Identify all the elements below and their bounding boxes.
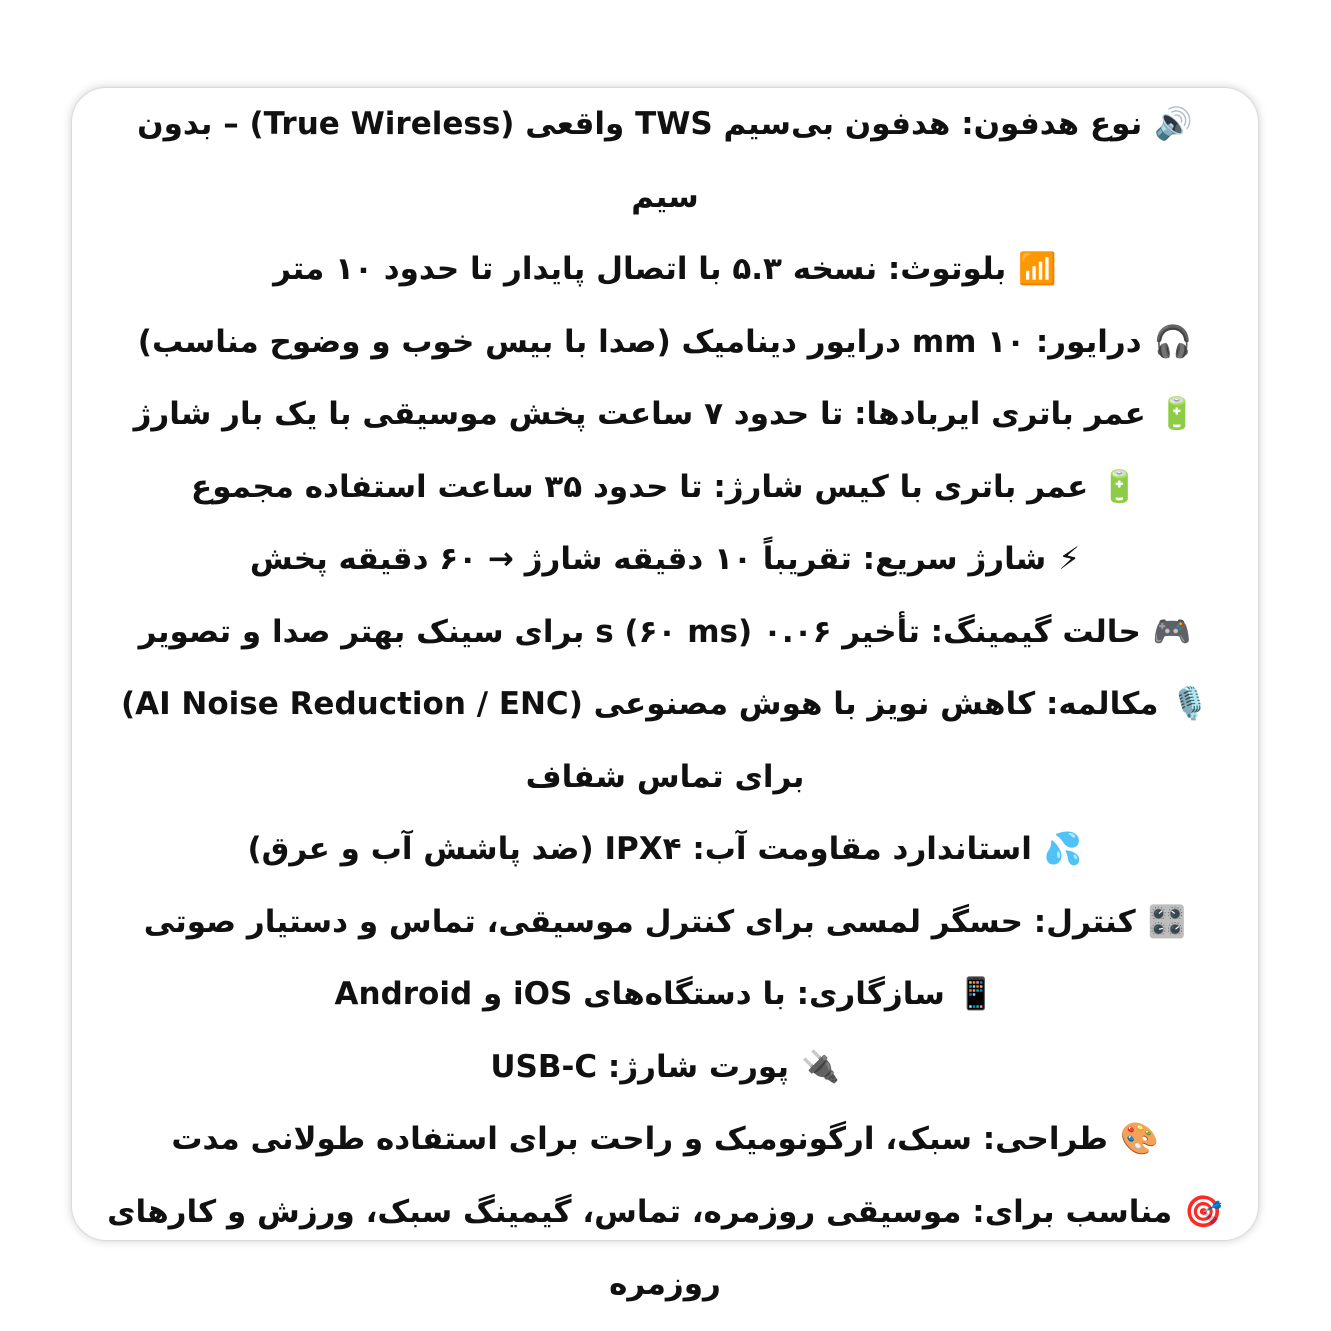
spec-line-case-battery [100,451,1230,524]
spec-text: بلوتوث: نسخه ۵.۳ با اتصال پایدار تا حدود ۱۰ متر [273,251,1007,287]
spec-text: حالت گیمینگ: تأخیر ۰.۰۶ s (۶۰ ms) برای سینک بهتر صدا و تصویر [138,613,1141,650]
spec-text: مناسب برای: موسیقی روزمره، تماس، گیمینگ سبک، ورزش و کارهای روزمره [107,1193,1173,1302]
spec-text: پورت شارژ: USB‑C [490,1048,789,1085]
spec-list [100,88,1230,1321]
spec-text: عمر باتری با کیس شارژ: تا حدود ۳۵ ساعت استفاده مجموع [191,468,1089,505]
spec-text: شارژ سریع: تقریباً ۱۰ دقیقه شارژ → ۶۰ دقیقه پخش [249,541,1047,577]
spec-line-charging-port [100,1031,1230,1104]
spec-text: طراحی: سبک، ارگونومیک و راحت برای استفاده طولانی مدت [171,1121,1108,1157]
control-knobs-icon: 🎛️ [1147,903,1187,940]
plug-icon: 🔌 [801,1048,840,1085]
spec-line-earbud-battery [100,378,1230,451]
palette-icon: 🎨 [1119,1121,1159,1157]
spec-line-water-resistance [100,813,1230,886]
spec-text: درایور: ۱۰ mm درایور دینامیک (صدا با بیس خوب و وضوح مناسب) [137,323,1142,360]
headphones-icon: 🎧 [1153,323,1193,360]
spec-line-gaming-mode [100,596,1230,669]
spec-text: کنترل: حسگر لمسی برای کنترل موسیقی، تماس و دستیار صوتی [143,903,1136,940]
mobile-phone-icon: 📱 [956,976,996,1012]
spec-text: عمر باتری ایربادها: تا حدود ۷ ساعت پخش موسیقی با یک بار شارژ [133,396,1146,432]
water-drops-icon: 💦 [1043,831,1083,867]
spec-text: سازگاری: با دستگاه‌های iOS و Android [334,976,945,1012]
spec-card [72,88,1258,1302]
battery-icon: 🔋 [1157,396,1197,432]
target-icon: 🎯 [1184,1193,1223,1230]
spec-line-fast-charge [100,523,1230,596]
spec-line-calls [100,668,1230,813]
spec-line-driver [100,306,1230,379]
lightning-icon: ⚡ [1058,541,1081,577]
battery-icon: 🔋 [1100,468,1139,505]
spec-line-controls [100,886,1230,959]
spec-line-compatibility [100,958,1230,1031]
spec-line-suitable-for [100,1176,1230,1321]
signal-bars-icon: 📶 [1018,251,1057,287]
gamepad-icon: 🎮 [1152,613,1192,650]
spec-line-type [100,88,1230,233]
microphone-icon: 🎙️ [1170,686,1210,722]
spec-text: استاندارد مقاومت آب: IPX۴ (ضد پاشش آب و عرق) [247,831,1032,867]
spec-text: نوع هدفون: هدفون بی‌سیم TWS واقعی (True Wireless) – بدون سیم [137,106,1143,215]
spec-text: مکالمه: کاهش نویز با هوش مصنوعی (AI Noise Reduction / ENC) برای تماس شفاف [120,686,1159,795]
speaker-icon: 🔊 [1154,106,1193,142]
spec-line-bluetooth [100,233,1230,306]
spec-line-design [100,1103,1230,1176]
